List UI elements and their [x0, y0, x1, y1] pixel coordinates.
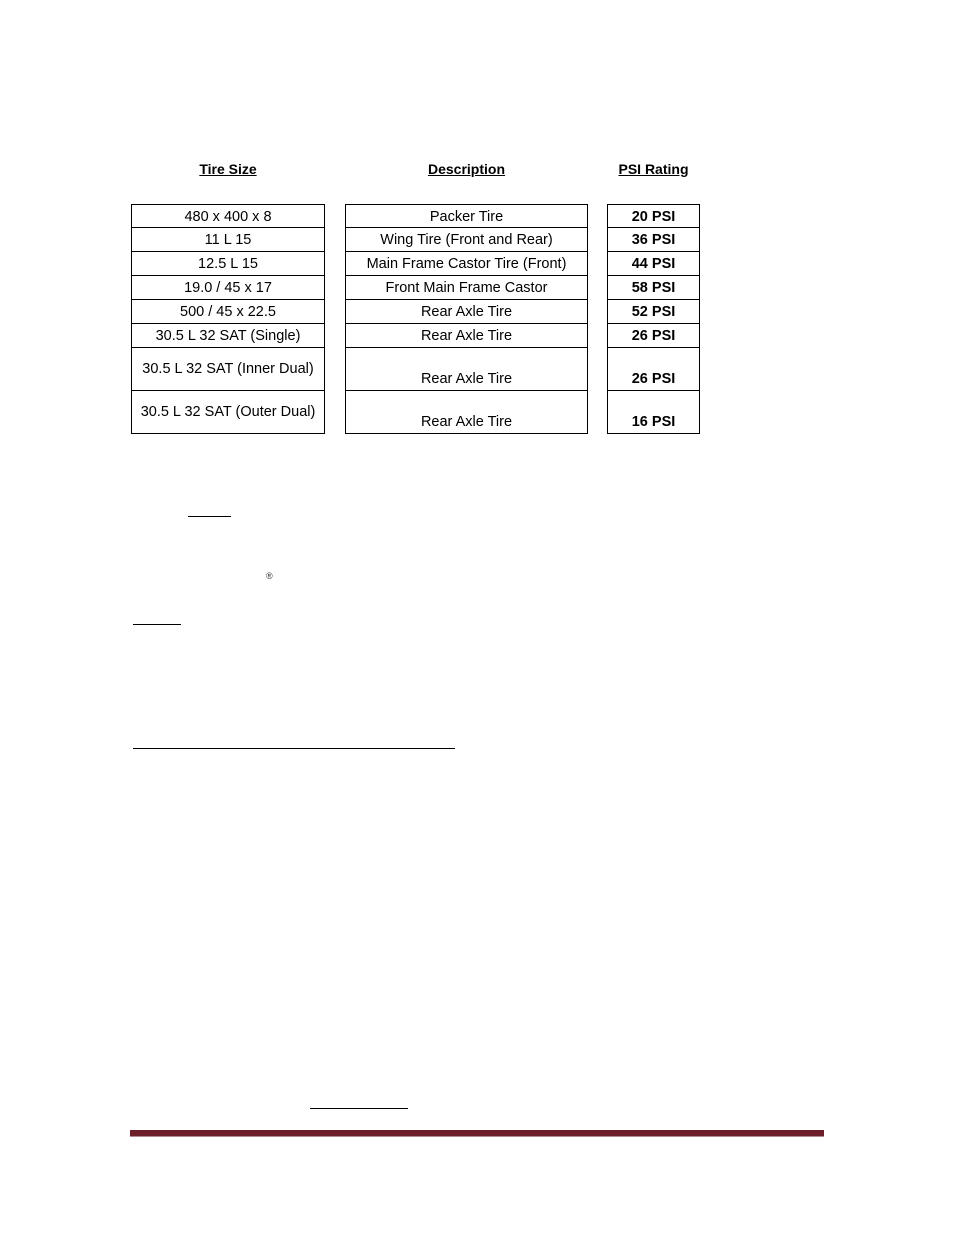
psi-cell: 20 PSI	[607, 204, 700, 228]
psi-cell: 58 PSI	[607, 276, 700, 300]
description-cell: Front Main Frame Castor	[345, 276, 588, 300]
description-cell: Rear Axle Tire	[345, 300, 588, 324]
tire-size-cell: 30.5 L 32 SAT (Single)	[131, 324, 325, 348]
psi-cell: 26 PSI	[607, 348, 700, 391]
tire-size-cell: 11 L 15	[131, 228, 325, 252]
description-cell: Wing Tire (Front and Rear)	[345, 228, 588, 252]
tire-size-column	[131, 204, 325, 434]
tire-size-cell: 30.5 L 32 SAT (Inner Dual)	[131, 348, 325, 391]
tire-size-cell: 500 / 45 x 22.5	[131, 300, 325, 324]
psi-cell: 16 PSI	[607, 391, 700, 434]
footer-bar	[130, 1130, 824, 1137]
underline-rule	[310, 1108, 408, 1109]
header-description: Description	[427, 161, 505, 177]
tire-size-cell: 480 x 400 x 8	[131, 204, 325, 228]
description-column	[345, 204, 588, 434]
description-cell: Rear Axle Tire	[345, 391, 588, 434]
description-cell: Rear Axle Tire	[345, 324, 588, 348]
tire-size-cell: 19.0 / 45 x 17	[131, 276, 325, 300]
tire-size-cell: 30.5 L 32 SAT (Outer Dual)	[131, 391, 325, 434]
psi-cell: 26 PSI	[607, 324, 700, 348]
header-tire-size: Tire Size	[199, 161, 257, 177]
description-cell: Rear Axle Tire	[345, 348, 588, 391]
header-psi-rating: PSI Rating	[618, 161, 689, 177]
description-cell: Packer Tire	[345, 204, 588, 228]
tire-size-cell: 12.5 L 15	[131, 252, 325, 276]
psi-cell: 36 PSI	[607, 228, 700, 252]
underline-rule	[188, 516, 231, 517]
description-cell: Main Frame Castor Tire (Front)	[345, 252, 588, 276]
psi-column	[607, 204, 700, 434]
registered-mark: ®	[266, 571, 273, 581]
psi-cell: 52 PSI	[607, 300, 700, 324]
underline-rule	[133, 748, 455, 749]
underline-rule	[133, 624, 181, 625]
psi-cell: 44 PSI	[607, 252, 700, 276]
